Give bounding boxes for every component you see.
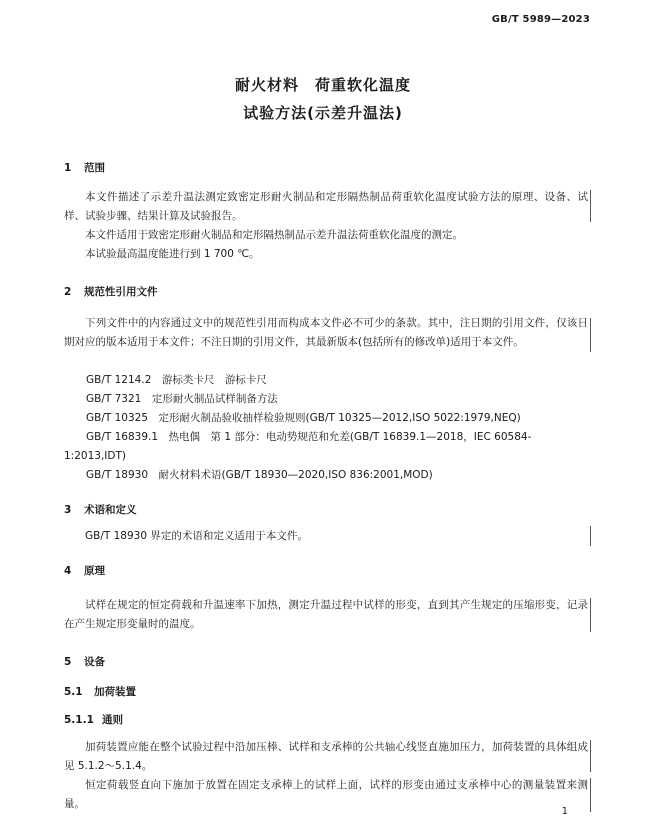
section-number: 2 (64, 286, 72, 298)
section-4-heading (64, 563, 105, 578)
section-title: 加荷装置 (94, 686, 136, 698)
section-1-heading (64, 160, 105, 175)
section-5-1-1-heading (64, 712, 123, 727)
section-3-paragraph-1: GB/T 18930 界定的术语和定义适用于本文件。 (85, 530, 308, 542)
change-bar (590, 318, 591, 352)
change-bar (590, 526, 591, 546)
section-number: 5 (64, 656, 72, 668)
reference-item: GB/T 18930 耐火材料术语(GB/T 18930—2020,ISO 836:2001,MOD) (86, 469, 433, 481)
page-number: 1 (561, 806, 568, 817)
section-1-paragraph-3: 本试验最高温度能进行到 1 700 ℃。 (85, 248, 260, 260)
section-title: 范围 (84, 162, 105, 174)
change-bar (590, 778, 591, 812)
section-5-1-1-paragraph-2: 恒定荷载竖直向下施加于放置在固定支承棒上的试样上面，试样的形变由通过支承棒中心的测量装置来测量。 (64, 779, 588, 810)
change-bar (590, 740, 591, 772)
section-title: 规范性引用文件 (84, 286, 158, 298)
section-number: 3 (64, 504, 72, 516)
section-3-heading (64, 502, 137, 517)
section-4-paragraph-1: 试样在规定的恒定荷载和升温速率下加热，测定升温过程中试样的形变，直到其产生规定的压缩形变，记录在产生规定形变量时的温度。 (64, 599, 588, 630)
section-title: 设备 (84, 656, 105, 668)
section-2-intro: 下列文件中的内容通过文中的规范性引用而构成本文件必不可少的条款。其中，注日期的引用文件，仅该日期对应的版本适用于本文件；不注日期的引用文件，其最新版本(包括所有的修改单)适用于本文件。 (64, 317, 588, 348)
document-title-line2: 试验方法(示差升温法) (243, 104, 403, 122)
change-bar (590, 190, 591, 222)
reference-item: GB/T 10325 定形耐火制品验收抽样检验规则(GB/T 10325—2012,ISO 5022:1979,NEQ) (86, 412, 521, 424)
section-number: 5.1.1 (64, 714, 94, 726)
section-number: 1 (64, 162, 72, 174)
section-1-paragraph-2: 本文件适用于致密定形耐火制品和定形隔热制品示差升温法荷重软化温度的测定。 (85, 229, 463, 241)
section-5-heading (64, 654, 105, 669)
section-5-1-heading (64, 684, 136, 699)
section-2-heading (64, 284, 158, 299)
reference-item: GB/T 1214.2 游标类卡尺 游标卡尺 (86, 374, 267, 386)
section-5-1-1-paragraph-1: 加荷装置应能在整个试验过程中沿加压棒、试样和支承棒的公共轴心线竖直施加压力，加荷装置的具体组成见 5.1.2～5.1.4。 (64, 741, 588, 772)
section-title: 通则 (102, 714, 123, 726)
standard-number: GB/T 5989—2023 (491, 14, 590, 25)
reference-item: GB/T 16839.1 热电偶 第 1 部分：电动势规范和允差(GB/T 16839.1—2018，IEC 60584-1:2013,IDT) (64, 431, 532, 462)
section-title: 术语和定义 (84, 504, 137, 516)
change-bar (590, 598, 591, 632)
section-number: 4 (64, 565, 72, 577)
section-1-paragraph-1: 本文件描述了示差升温法测定致密定形耐火制品和定形隔热制品荷重软化温度试验方法的原理、设备、试样、试验步骤、结果计算及试验报告。 (64, 191, 588, 222)
section-title: 原理 (84, 565, 105, 577)
document-title-line1: 耐火材料 荷重软化温度 (234, 76, 411, 94)
section-number: 5.1 (64, 686, 83, 698)
reference-item: GB/T 7321 定形耐火制品试样制备方法 (86, 393, 278, 405)
